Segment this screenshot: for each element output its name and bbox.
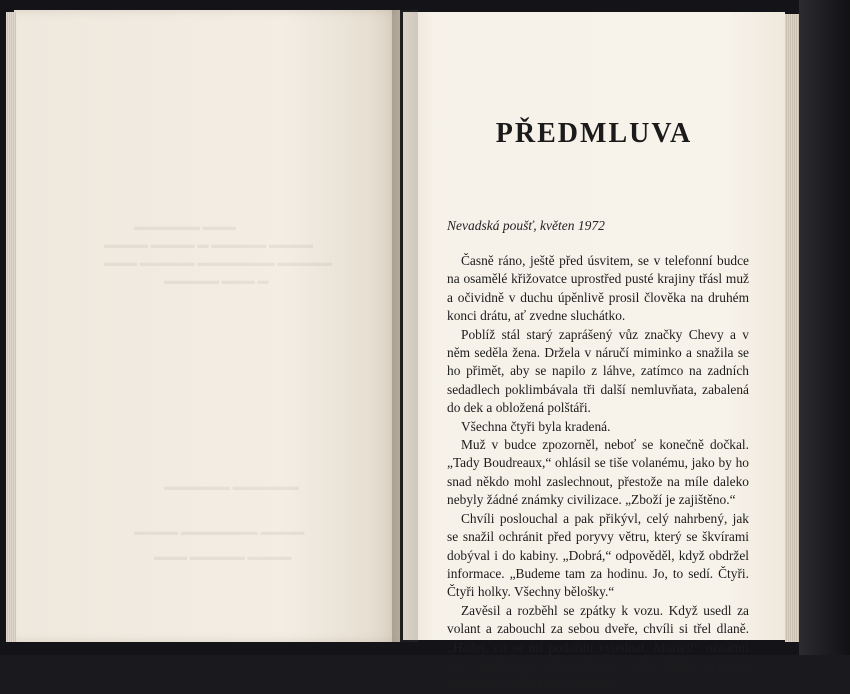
paragraph: Všechna čtyři byla kradená.	[461, 418, 611, 434]
bleed-through-text: ▬▬▬▬ ▬▬▬▬▬ ▬ ▬▬▬▬ ▬▬▬▬	[104, 239, 313, 251]
book-spine-shadow	[392, 10, 418, 642]
bleed-through-text: ▬▬▬▬ ▬▬▬▬▬ ▬▬▬	[154, 551, 292, 563]
paragraph: Časně ráno, ještě před úsvitem, se v telefonní budce na osamělé křižovatce uprostřed pusté krajiny třásl muž a očividně v duchu úpěnlivě prosil člověka na druhém konci drátu, ať zvedne sluchátko.	[447, 253, 749, 324]
epigraph: Nevadská poušť, květen 1972	[447, 218, 605, 233]
paragraph: Muž v budce zpozorněl, neboť se konečně dočkal. „Tady Boudreaux,“ ohlásil se tiše volanému, jako by ho snad někdo mohl zaslechnout, přestože na míle daleko nebyly žádné známky civilizace. „Zboží je zajištěno.“	[447, 437, 749, 508]
paragraph: Chvíli poslouchal a pak přikývl, celý nahrbený, jak se snažil ochránit před poryvy větru, který se škvírami dobýval i do kabiny. „Dobrá,“ odpověděl, když obdržel informace. „Budeme tam za hodinu. Jo, to sedí. Čtyři. Čtyři holky. Všechny bělošky.“	[447, 510, 749, 600]
paragraph: Zavěsil a rozběhl se zpátky k vozu. Když usedl za volant a zabouchl za sebou dveře, chvíli si třel dlaně. „Hádej, co se mi podařilo vyjednat, Muriel!“ oznámil své společnici vítězoslavně. „Za každé mimino dostaneme dalších tisíc dolarů!“	[447, 602, 749, 692]
bleed-through-text: ▬▬▬▬▬ ▬▬▬▬▬▬▬ ▬▬▬▬▬ ▬▬▬	[104, 257, 333, 269]
page-edges-left	[6, 12, 16, 642]
right-page	[403, 12, 785, 692]
body-text	[447, 252, 749, 694]
page-edges-right	[785, 14, 799, 642]
bleed-through-text: ▬ ▬▬▬ ▬▬▬▬▬	[164, 275, 269, 287]
chapter-title: PŘEDMLUVA	[495, 118, 693, 149]
bleed-through-text: ▬▬▬▬ ▬▬▬▬▬▬▬ ▬▬▬▬	[134, 526, 305, 538]
bleed-through-text: ▬▬▬▬▬▬ ▬▬▬▬▬▬	[164, 481, 299, 493]
paragraph: Poblíž stál starý zaprášený vůz značky Chevy a v něm seděla žena. Držela v náručí miminko a snažila se ho přimět, aby se napilo z láhve, zatímco na zadních sedadlech poklimbávala tři další nemluvňata, zabalená do dek a obložená polštáři.	[447, 326, 749, 416]
left-page	[14, 10, 400, 642]
book-cover-right	[799, 0, 850, 655]
bleed-through-text: ▬▬▬ ▬▬▬▬▬▬	[134, 221, 236, 233]
